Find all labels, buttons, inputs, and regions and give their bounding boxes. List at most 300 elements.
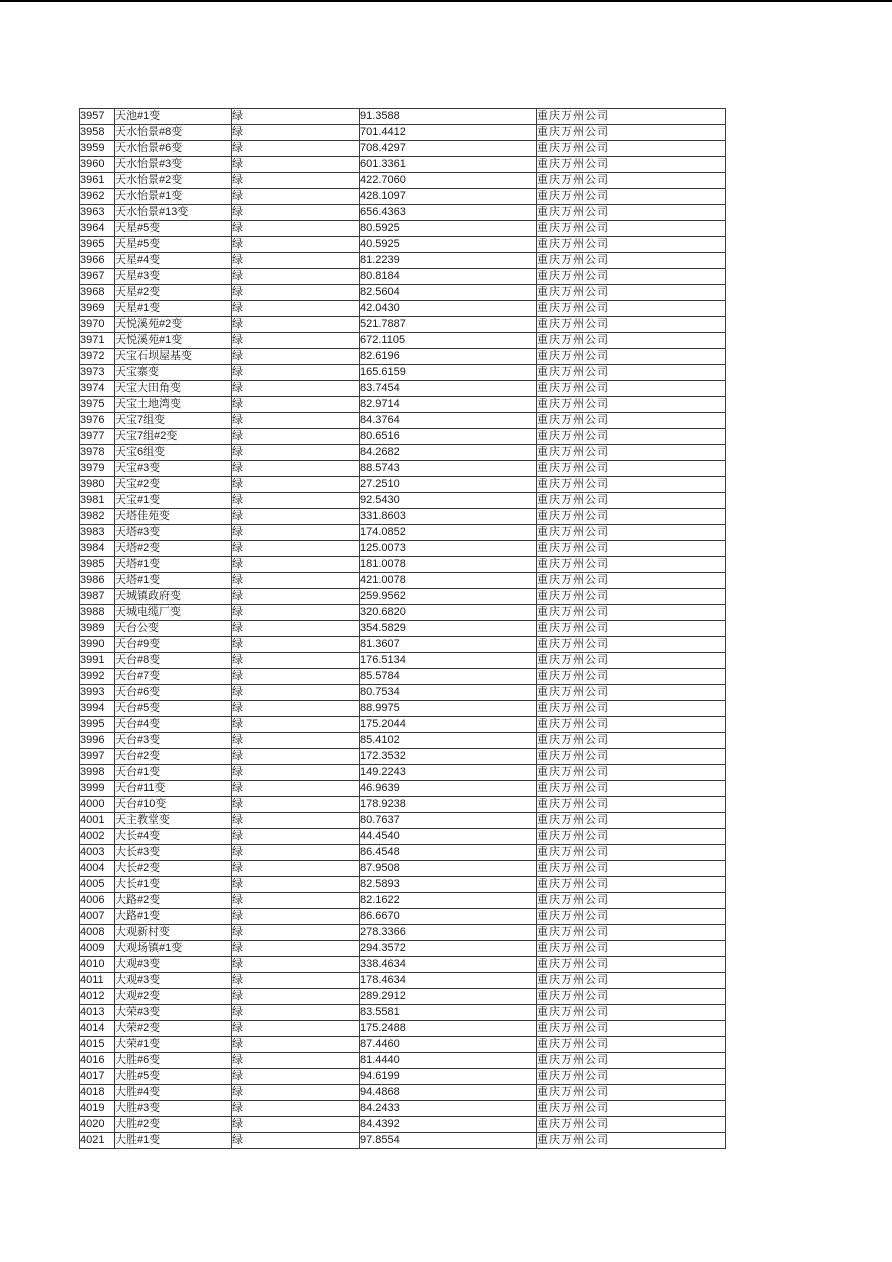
row-number-cell: 3957 xyxy=(80,109,115,125)
table-row xyxy=(80,1133,726,1149)
status-cell: 绿 xyxy=(232,733,360,749)
row-number-cell: 3963 xyxy=(80,205,115,221)
table-row xyxy=(80,637,726,653)
row-number-cell: 3981 xyxy=(80,493,115,509)
company-cell: 重庆万州公司 xyxy=(537,221,726,237)
substation-name-cell: 大观#2变 xyxy=(115,989,232,1005)
status-cell: 绿 xyxy=(232,461,360,477)
status-cell: 绿 xyxy=(232,1069,360,1085)
status-cell: 绿 xyxy=(232,685,360,701)
value-cell: 85.5784 xyxy=(360,669,537,685)
status-cell: 绿 xyxy=(232,221,360,237)
table-row xyxy=(80,893,726,909)
table-row xyxy=(80,685,726,701)
company-cell: 重庆万州公司 xyxy=(537,477,726,493)
row-number-cell: 4005 xyxy=(80,877,115,893)
status-cell: 绿 xyxy=(232,1053,360,1069)
company-cell: 重庆万州公司 xyxy=(537,637,726,653)
value-cell: 672.1105 xyxy=(360,333,537,349)
status-cell: 绿 xyxy=(232,109,360,125)
row-number-cell: 4014 xyxy=(80,1021,115,1037)
substation-name-cell: 天城镇政府变 xyxy=(115,589,232,605)
table-row xyxy=(80,525,726,541)
status-cell: 绿 xyxy=(232,381,360,397)
table-row xyxy=(80,989,726,1005)
table-row xyxy=(80,765,726,781)
row-number-cell: 4007 xyxy=(80,909,115,925)
company-cell: 重庆万州公司 xyxy=(537,765,726,781)
substation-name-cell: 天星#4变 xyxy=(115,253,232,269)
substation-name-cell: 天水怡景#6变 xyxy=(115,141,232,157)
table-row xyxy=(80,1037,726,1053)
value-cell: 82.9714 xyxy=(360,397,537,413)
company-cell: 重庆万州公司 xyxy=(537,1101,726,1117)
status-cell: 绿 xyxy=(232,349,360,365)
company-cell: 重庆万州公司 xyxy=(537,749,726,765)
table-row xyxy=(80,477,726,493)
company-cell: 重庆万州公司 xyxy=(537,685,726,701)
status-cell: 绿 xyxy=(232,445,360,461)
substation-name-cell: 大路#1变 xyxy=(115,909,232,925)
row-number-cell: 3996 xyxy=(80,733,115,749)
table-row xyxy=(80,717,726,733)
table-row xyxy=(80,973,726,989)
value-cell: 88.9975 xyxy=(360,701,537,717)
status-cell: 绿 xyxy=(232,877,360,893)
substation-name-cell: 天台#2变 xyxy=(115,749,232,765)
status-cell: 绿 xyxy=(232,125,360,141)
company-cell: 重庆万州公司 xyxy=(537,589,726,605)
status-cell: 绿 xyxy=(232,509,360,525)
table-row xyxy=(80,557,726,573)
row-number-cell: 3990 xyxy=(80,637,115,653)
status-cell: 绿 xyxy=(232,189,360,205)
value-cell: 97.8554 xyxy=(360,1133,537,1149)
status-cell: 绿 xyxy=(232,893,360,909)
substation-name-cell: 天池#1变 xyxy=(115,109,232,125)
row-number-cell: 3987 xyxy=(80,589,115,605)
company-cell: 重庆万州公司 xyxy=(537,461,726,477)
table-row xyxy=(80,749,726,765)
table-row xyxy=(80,1117,726,1133)
substation-name-cell: 天塔#1变 xyxy=(115,573,232,589)
substation-name-cell: 天水怡景#8变 xyxy=(115,125,232,141)
substation-name-cell: 天悦溪苑#2变 xyxy=(115,317,232,333)
substation-name-cell: 大观#3变 xyxy=(115,957,232,973)
status-cell: 绿 xyxy=(232,637,360,653)
row-number-cell: 3979 xyxy=(80,461,115,477)
table-row xyxy=(80,317,726,333)
substation-name-cell: 大荣#1变 xyxy=(115,1037,232,1053)
status-cell: 绿 xyxy=(232,989,360,1005)
table-row xyxy=(80,189,726,205)
substation-name-cell: 天宝6组变 xyxy=(115,445,232,461)
value-cell: 331.8603 xyxy=(360,509,537,525)
status-cell: 绿 xyxy=(232,1133,360,1149)
value-cell: 175.2044 xyxy=(360,717,537,733)
value-cell: 178.4634 xyxy=(360,973,537,989)
table-row xyxy=(80,1053,726,1069)
substation-name-cell: 天台#5变 xyxy=(115,701,232,717)
table-row xyxy=(80,605,726,621)
company-cell: 重庆万州公司 xyxy=(537,717,726,733)
row-number-cell: 3972 xyxy=(80,349,115,365)
row-number-cell: 3986 xyxy=(80,573,115,589)
value-cell: 82.5604 xyxy=(360,285,537,301)
row-number-cell: 4018 xyxy=(80,1085,115,1101)
table-row xyxy=(80,845,726,861)
substation-name-cell: 天星#5变 xyxy=(115,221,232,237)
row-number-cell: 3965 xyxy=(80,237,115,253)
status-cell: 绿 xyxy=(232,669,360,685)
company-cell: 重庆万州公司 xyxy=(537,509,726,525)
company-cell: 重庆万州公司 xyxy=(537,237,726,253)
value-cell: 181.0078 xyxy=(360,557,537,573)
row-number-cell: 3973 xyxy=(80,365,115,381)
value-cell: 81.2239 xyxy=(360,253,537,269)
company-cell: 重庆万州公司 xyxy=(537,893,726,909)
substation-name-cell: 天宝土地湾变 xyxy=(115,397,232,413)
substation-name-cell: 天宝7组#2变 xyxy=(115,429,232,445)
substation-name-cell: 大长#3变 xyxy=(115,845,232,861)
status-cell: 绿 xyxy=(232,525,360,541)
row-number-cell: 3989 xyxy=(80,621,115,637)
company-cell: 重庆万州公司 xyxy=(537,701,726,717)
company-cell: 重庆万州公司 xyxy=(537,253,726,269)
company-cell: 重庆万州公司 xyxy=(537,365,726,381)
company-cell: 重庆万州公司 xyxy=(537,445,726,461)
status-cell: 绿 xyxy=(232,253,360,269)
substation-name-cell: 天台#6变 xyxy=(115,685,232,701)
row-number-cell: 3998 xyxy=(80,765,115,781)
substation-name-cell: 天水怡景#13变 xyxy=(115,205,232,221)
row-number-cell: 3969 xyxy=(80,301,115,317)
table-row xyxy=(80,1085,726,1101)
row-number-cell: 4006 xyxy=(80,893,115,909)
status-cell: 绿 xyxy=(232,141,360,157)
table-row xyxy=(80,429,726,445)
substation-name-cell: 大胜#1变 xyxy=(115,1133,232,1149)
value-cell: 601.3361 xyxy=(360,157,537,173)
status-cell: 绿 xyxy=(232,653,360,669)
value-cell: 289.2912 xyxy=(360,989,537,1005)
company-cell: 重庆万州公司 xyxy=(537,1117,726,1133)
status-cell: 绿 xyxy=(232,781,360,797)
value-cell: 421.0078 xyxy=(360,573,537,589)
row-number-cell: 3976 xyxy=(80,413,115,429)
substation-name-cell: 天塔#2变 xyxy=(115,541,232,557)
row-number-cell: 3961 xyxy=(80,173,115,189)
company-cell: 重庆万州公司 xyxy=(537,493,726,509)
substation-name-cell: 天台#7变 xyxy=(115,669,232,685)
company-cell: 重庆万州公司 xyxy=(537,525,726,541)
value-cell: 259.9562 xyxy=(360,589,537,605)
substation-name-cell: 天水怡景#3变 xyxy=(115,157,232,173)
substation-name-cell: 天宝大田角变 xyxy=(115,381,232,397)
status-cell: 绿 xyxy=(232,909,360,925)
value-cell: 708.4297 xyxy=(360,141,537,157)
table-row xyxy=(80,541,726,557)
status-cell: 绿 xyxy=(232,301,360,317)
status-cell: 绿 xyxy=(232,1101,360,1117)
table-row xyxy=(80,781,726,797)
status-cell: 绿 xyxy=(232,285,360,301)
status-cell: 绿 xyxy=(232,717,360,733)
status-cell: 绿 xyxy=(232,429,360,445)
company-cell: 重庆万州公司 xyxy=(537,877,726,893)
value-cell: 165.6159 xyxy=(360,365,537,381)
row-number-cell: 3985 xyxy=(80,557,115,573)
table-row xyxy=(80,109,726,125)
substation-name-cell: 大胜#6变 xyxy=(115,1053,232,1069)
company-cell: 重庆万州公司 xyxy=(537,829,726,845)
value-cell: 84.3764 xyxy=(360,413,537,429)
substation-name-cell: 大路#2变 xyxy=(115,893,232,909)
table-row xyxy=(80,877,726,893)
status-cell: 绿 xyxy=(232,749,360,765)
company-cell: 重庆万州公司 xyxy=(537,813,726,829)
status-cell: 绿 xyxy=(232,1005,360,1021)
row-number-cell: 4015 xyxy=(80,1037,115,1053)
row-number-cell: 3967 xyxy=(80,269,115,285)
value-cell: 178.9238 xyxy=(360,797,537,813)
status-cell: 绿 xyxy=(232,157,360,173)
status-cell: 绿 xyxy=(232,1037,360,1053)
table-row xyxy=(80,1021,726,1037)
table-row xyxy=(80,125,726,141)
company-cell: 重庆万州公司 xyxy=(537,381,726,397)
company-cell: 重庆万州公司 xyxy=(537,861,726,877)
row-number-cell: 3958 xyxy=(80,125,115,141)
substation-name-cell: 天塔佳苑变 xyxy=(115,509,232,525)
value-cell: 80.8184 xyxy=(360,269,537,285)
value-cell: 91.3588 xyxy=(360,109,537,125)
company-cell: 重庆万州公司 xyxy=(537,157,726,173)
table-row xyxy=(80,173,726,189)
substation-name-cell: 天宝寨变 xyxy=(115,365,232,381)
status-cell: 绿 xyxy=(232,925,360,941)
table-row xyxy=(80,1005,726,1021)
company-cell: 重庆万州公司 xyxy=(537,205,726,221)
row-number-cell: 3966 xyxy=(80,253,115,269)
status-cell: 绿 xyxy=(232,573,360,589)
row-number-cell: 3991 xyxy=(80,653,115,669)
value-cell: 80.7637 xyxy=(360,813,537,829)
row-number-cell: 4002 xyxy=(80,829,115,845)
status-cell: 绿 xyxy=(232,397,360,413)
substation-name-cell: 天台#3变 xyxy=(115,733,232,749)
row-number-cell: 3999 xyxy=(80,781,115,797)
row-number-cell: 4000 xyxy=(80,797,115,813)
value-cell: 81.3607 xyxy=(360,637,537,653)
value-cell: 92.5430 xyxy=(360,493,537,509)
company-cell: 重庆万州公司 xyxy=(537,605,726,621)
table-row xyxy=(80,797,726,813)
row-number-cell: 3974 xyxy=(80,381,115,397)
row-number-cell: 4004 xyxy=(80,861,115,877)
company-cell: 重庆万州公司 xyxy=(537,989,726,1005)
value-cell: 87.9508 xyxy=(360,861,537,877)
row-number-cell: 4009 xyxy=(80,941,115,957)
value-cell: 656.4363 xyxy=(360,205,537,221)
substation-name-cell: 大观#3变 xyxy=(115,973,232,989)
company-cell: 重庆万州公司 xyxy=(537,269,726,285)
status-cell: 绿 xyxy=(232,621,360,637)
status-cell: 绿 xyxy=(232,845,360,861)
value-cell: 80.6516 xyxy=(360,429,537,445)
substation-name-cell: 天塔#1变 xyxy=(115,557,232,573)
value-cell: 46.9639 xyxy=(360,781,537,797)
row-number-cell: 3983 xyxy=(80,525,115,541)
table-row xyxy=(80,333,726,349)
value-cell: 86.6670 xyxy=(360,909,537,925)
company-cell: 重庆万州公司 xyxy=(537,1021,726,1037)
substation-name-cell: 大长#4变 xyxy=(115,829,232,845)
table-row xyxy=(80,941,726,957)
substation-name-cell: 天台#4变 xyxy=(115,717,232,733)
value-cell: 42.0430 xyxy=(360,301,537,317)
row-number-cell: 3960 xyxy=(80,157,115,173)
table-row xyxy=(80,413,726,429)
row-number-cell: 4008 xyxy=(80,925,115,941)
row-number-cell: 3994 xyxy=(80,701,115,717)
value-cell: 175.2488 xyxy=(360,1021,537,1037)
row-number-cell: 4019 xyxy=(80,1101,115,1117)
row-number-cell: 3970 xyxy=(80,317,115,333)
table-row xyxy=(80,381,726,397)
table-row xyxy=(80,1069,726,1085)
value-cell: 83.5581 xyxy=(360,1005,537,1021)
row-number-cell: 3995 xyxy=(80,717,115,733)
value-cell: 94.6199 xyxy=(360,1069,537,1085)
row-number-cell: 3977 xyxy=(80,429,115,445)
value-cell: 86.4548 xyxy=(360,845,537,861)
table-row xyxy=(80,573,726,589)
substation-name-cell: 天城电缆厂变 xyxy=(115,605,232,621)
table-row xyxy=(80,205,726,221)
table-row xyxy=(80,285,726,301)
status-cell: 绿 xyxy=(232,813,360,829)
value-cell: 428.1097 xyxy=(360,189,537,205)
status-cell: 绿 xyxy=(232,205,360,221)
row-number-cell: 3971 xyxy=(80,333,115,349)
value-cell: 172.3532 xyxy=(360,749,537,765)
company-cell: 重庆万州公司 xyxy=(537,173,726,189)
status-cell: 绿 xyxy=(232,957,360,973)
value-cell: 44.4540 xyxy=(360,829,537,845)
row-number-cell: 3982 xyxy=(80,509,115,525)
company-cell: 重庆万州公司 xyxy=(537,669,726,685)
status-cell: 绿 xyxy=(232,941,360,957)
company-cell: 重庆万州公司 xyxy=(537,189,726,205)
row-number-cell: 4011 xyxy=(80,973,115,989)
company-cell: 重庆万州公司 xyxy=(537,429,726,445)
substation-name-cell: 天台#8变 xyxy=(115,653,232,669)
status-cell: 绿 xyxy=(232,269,360,285)
value-cell: 82.5893 xyxy=(360,877,537,893)
table-row xyxy=(80,445,726,461)
row-number-cell: 4020 xyxy=(80,1117,115,1133)
company-cell: 重庆万州公司 xyxy=(537,621,726,637)
substation-name-cell: 天宝#3变 xyxy=(115,461,232,477)
status-cell: 绿 xyxy=(232,765,360,781)
substation-name-cell: 天水怡景#1变 xyxy=(115,189,232,205)
table-body xyxy=(80,109,726,1149)
status-cell: 绿 xyxy=(232,413,360,429)
row-number-cell: 4013 xyxy=(80,1005,115,1021)
company-cell: 重庆万州公司 xyxy=(537,973,726,989)
table-row xyxy=(80,269,726,285)
table-row xyxy=(80,221,726,237)
row-number-cell: 4017 xyxy=(80,1069,115,1085)
company-cell: 重庆万州公司 xyxy=(537,125,726,141)
value-cell: 88.5743 xyxy=(360,461,537,477)
status-cell: 绿 xyxy=(232,861,360,877)
table-row xyxy=(80,589,726,605)
status-cell: 绿 xyxy=(232,173,360,189)
status-cell: 绿 xyxy=(232,829,360,845)
status-cell: 绿 xyxy=(232,365,360,381)
substation-name-cell: 天宝#2变 xyxy=(115,477,232,493)
company-cell: 重庆万州公司 xyxy=(537,1053,726,1069)
company-cell: 重庆万州公司 xyxy=(537,397,726,413)
value-cell: 149.2243 xyxy=(360,765,537,781)
company-cell: 重庆万州公司 xyxy=(537,925,726,941)
substation-name-cell: 天塔#3变 xyxy=(115,525,232,541)
row-number-cell: 3959 xyxy=(80,141,115,157)
status-cell: 绿 xyxy=(232,493,360,509)
table-row xyxy=(80,829,726,845)
substation-name-cell: 天宝#1变 xyxy=(115,493,232,509)
company-cell: 重庆万州公司 xyxy=(537,941,726,957)
row-number-cell: 4001 xyxy=(80,813,115,829)
substation-name-cell: 天台#1变 xyxy=(115,765,232,781)
company-cell: 重庆万州公司 xyxy=(537,1069,726,1085)
value-cell: 176.5134 xyxy=(360,653,537,669)
substation-name-cell: 大胜#2变 xyxy=(115,1117,232,1133)
table-row xyxy=(80,925,726,941)
status-cell: 绿 xyxy=(232,1117,360,1133)
value-cell: 94.4868 xyxy=(360,1085,537,1101)
value-cell: 294.3572 xyxy=(360,941,537,957)
row-number-cell: 4012 xyxy=(80,989,115,1005)
company-cell: 重庆万州公司 xyxy=(537,317,726,333)
substation-name-cell: 大观新村变 xyxy=(115,925,232,941)
status-cell: 绿 xyxy=(232,701,360,717)
substation-name-cell: 天宝7组变 xyxy=(115,413,232,429)
company-cell: 重庆万州公司 xyxy=(537,781,726,797)
table-row xyxy=(80,701,726,717)
table-row xyxy=(80,365,726,381)
company-cell: 重庆万州公司 xyxy=(537,285,726,301)
value-cell: 27.2510 xyxy=(360,477,537,493)
status-cell: 绿 xyxy=(232,237,360,253)
row-number-cell: 3997 xyxy=(80,749,115,765)
substation-name-cell: 天台#9变 xyxy=(115,637,232,653)
table-row xyxy=(80,813,726,829)
substation-name-cell: 大长#1变 xyxy=(115,877,232,893)
table-row xyxy=(80,397,726,413)
value-cell: 84.4392 xyxy=(360,1117,537,1133)
substation-name-cell: 天悦溪苑#1变 xyxy=(115,333,232,349)
value-cell: 320.6820 xyxy=(360,605,537,621)
company-cell: 重庆万州公司 xyxy=(537,141,726,157)
value-cell: 80.5925 xyxy=(360,221,537,237)
company-cell: 重庆万州公司 xyxy=(537,413,726,429)
company-cell: 重庆万州公司 xyxy=(537,1085,726,1101)
company-cell: 重庆万州公司 xyxy=(537,653,726,669)
substation-name-cell: 天星#2变 xyxy=(115,285,232,301)
